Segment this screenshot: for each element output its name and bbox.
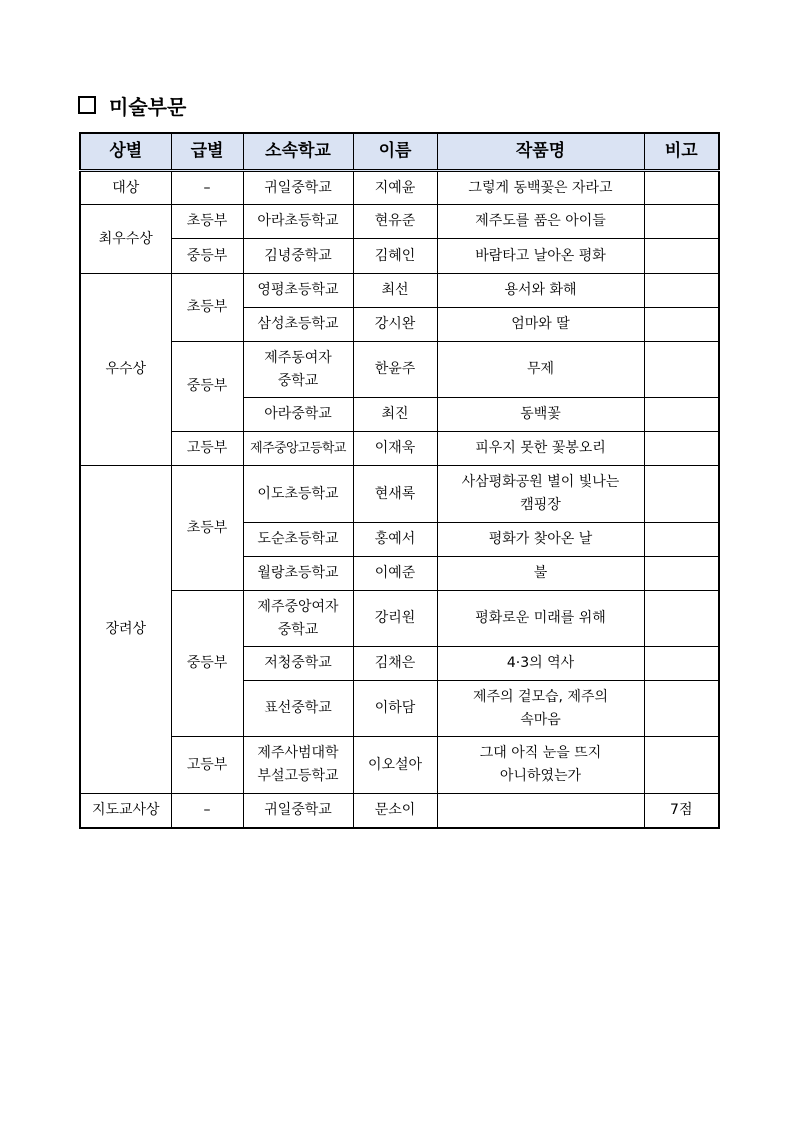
school-cell: 아라초등학교 — [243, 205, 353, 239]
school-cell: 김녕중학교 — [243, 239, 353, 274]
level-cell: 중등부 — [171, 239, 243, 274]
note-cell — [644, 432, 719, 466]
work-cell: 제주도를 품은 아이들 — [437, 205, 644, 239]
name-cell: 최선 — [353, 274, 437, 308]
note-cell — [644, 171, 719, 205]
level-cell: 초등부 — [171, 205, 243, 239]
note-cell — [644, 681, 719, 737]
header-school: 소속학교 — [243, 133, 353, 171]
table-row — [80, 432, 719, 466]
school-cell: 귀일중학교 — [243, 794, 353, 828]
school-cell: 영평초등학교 — [243, 274, 353, 308]
name-cell: 김채은 — [353, 647, 437, 681]
note-cell — [644, 557, 719, 591]
note-cell — [644, 466, 719, 523]
school-cell: 귀일중학교 — [243, 171, 353, 205]
work-cell: 피우지 못한 꽃봉오리 — [437, 432, 644, 466]
work-cell: 평화로운 미래를 위해 — [437, 591, 644, 647]
note-cell — [644, 205, 719, 239]
name-cell: 강시완 — [353, 308, 437, 342]
note-cell — [644, 398, 719, 432]
name-cell: 현새록 — [353, 466, 437, 523]
table-row — [80, 737, 719, 794]
level-cell: – — [171, 171, 243, 205]
note-cell — [644, 737, 719, 794]
table-row — [80, 342, 719, 398]
table-row — [80, 171, 719, 205]
square-bullet-icon — [78, 96, 96, 114]
work-cell: 엄마와 딸 — [437, 308, 644, 342]
school-cell: 제주중앙고등학교 — [243, 432, 353, 466]
name-cell: 강리원 — [353, 591, 437, 647]
level-cell: 고등부 — [171, 737, 243, 794]
work-cell: 제주의 겉모습, 제주의 속마음 — [437, 681, 644, 737]
note-cell — [644, 591, 719, 647]
table-row — [80, 239, 719, 274]
award-cell: 우수상 — [80, 274, 171, 466]
level-cell: – — [171, 794, 243, 828]
work-cell: 불 — [437, 557, 644, 591]
work-cell: 바람타고 날아온 평화 — [437, 239, 644, 274]
award-cell: 대상 — [80, 171, 171, 205]
header-work: 작품명 — [437, 133, 644, 171]
note-cell — [644, 308, 719, 342]
note-cell — [644, 647, 719, 681]
name-cell: 문소이 — [353, 794, 437, 828]
work-cell: 평화가 찾아온 날 — [437, 523, 644, 557]
level-cell: 고등부 — [171, 432, 243, 466]
work-cell — [437, 794, 644, 828]
work-cell: 사삼평화공원 별이 빛나는 캠핑장 — [437, 466, 644, 523]
level-cell: 초등부 — [171, 466, 243, 591]
work-cell: 4·3의 역사 — [437, 647, 644, 681]
header-level: 급별 — [171, 133, 243, 171]
table-row — [80, 591, 719, 647]
section-title: 미술부문 — [109, 94, 187, 119]
table-row — [80, 466, 719, 523]
school-cell: 표선중학교 — [243, 681, 353, 737]
table-row — [80, 205, 719, 239]
award-cell: 지도교사상 — [80, 794, 171, 828]
note-cell — [644, 274, 719, 308]
work-cell: 동백꽃 — [437, 398, 644, 432]
school-cell: 제주동여자 중학교 — [243, 342, 353, 398]
award-cell: 최우수상 — [80, 205, 171, 274]
award-cell: 장려상 — [80, 466, 171, 794]
name-cell: 현유준 — [353, 205, 437, 239]
table-row — [80, 274, 719, 308]
school-cell: 이도초등학교 — [243, 466, 353, 523]
header-note: 비고 — [644, 133, 719, 171]
work-cell: 무제 — [437, 342, 644, 398]
work-cell: 그대 아직 눈을 뜨지 아니하였는가 — [437, 737, 644, 794]
name-cell: 한윤주 — [353, 342, 437, 398]
school-cell: 제주사범대학 부설고등학교 — [243, 737, 353, 794]
header-award: 상별 — [80, 133, 171, 171]
name-cell: 이오설아 — [353, 737, 437, 794]
name-cell: 최진 — [353, 398, 437, 432]
name-cell: 이하담 — [353, 681, 437, 737]
school-cell: 삼성초등학교 — [243, 308, 353, 342]
note-cell: 7점 — [644, 794, 719, 828]
school-cell: 저청중학교 — [243, 647, 353, 681]
section-heading — [78, 90, 186, 120]
name-cell: 김혜인 — [353, 239, 437, 274]
work-cell: 용서와 화해 — [437, 274, 644, 308]
level-cell: 중등부 — [171, 342, 243, 432]
name-cell: 지예윤 — [353, 171, 437, 205]
work-cell: 그렇게 동백꽃은 자라고 — [437, 171, 644, 205]
school-cell: 제주중앙여자 중학교 — [243, 591, 353, 647]
school-cell: 아라중학교 — [243, 398, 353, 432]
note-cell — [644, 342, 719, 398]
name-cell: 이재욱 — [353, 432, 437, 466]
header-name: 이름 — [353, 133, 437, 171]
level-cell: 중등부 — [171, 591, 243, 737]
table-header-row — [80, 133, 719, 171]
table-row — [80, 794, 719, 828]
name-cell: 홍예서 — [353, 523, 437, 557]
name-cell: 이예준 — [353, 557, 437, 591]
school-cell: 도순초등학교 — [243, 523, 353, 557]
awards-table — [79, 132, 720, 829]
note-cell — [644, 239, 719, 274]
note-cell — [644, 523, 719, 557]
level-cell: 초등부 — [171, 274, 243, 342]
school-cell: 월랑초등학교 — [243, 557, 353, 591]
